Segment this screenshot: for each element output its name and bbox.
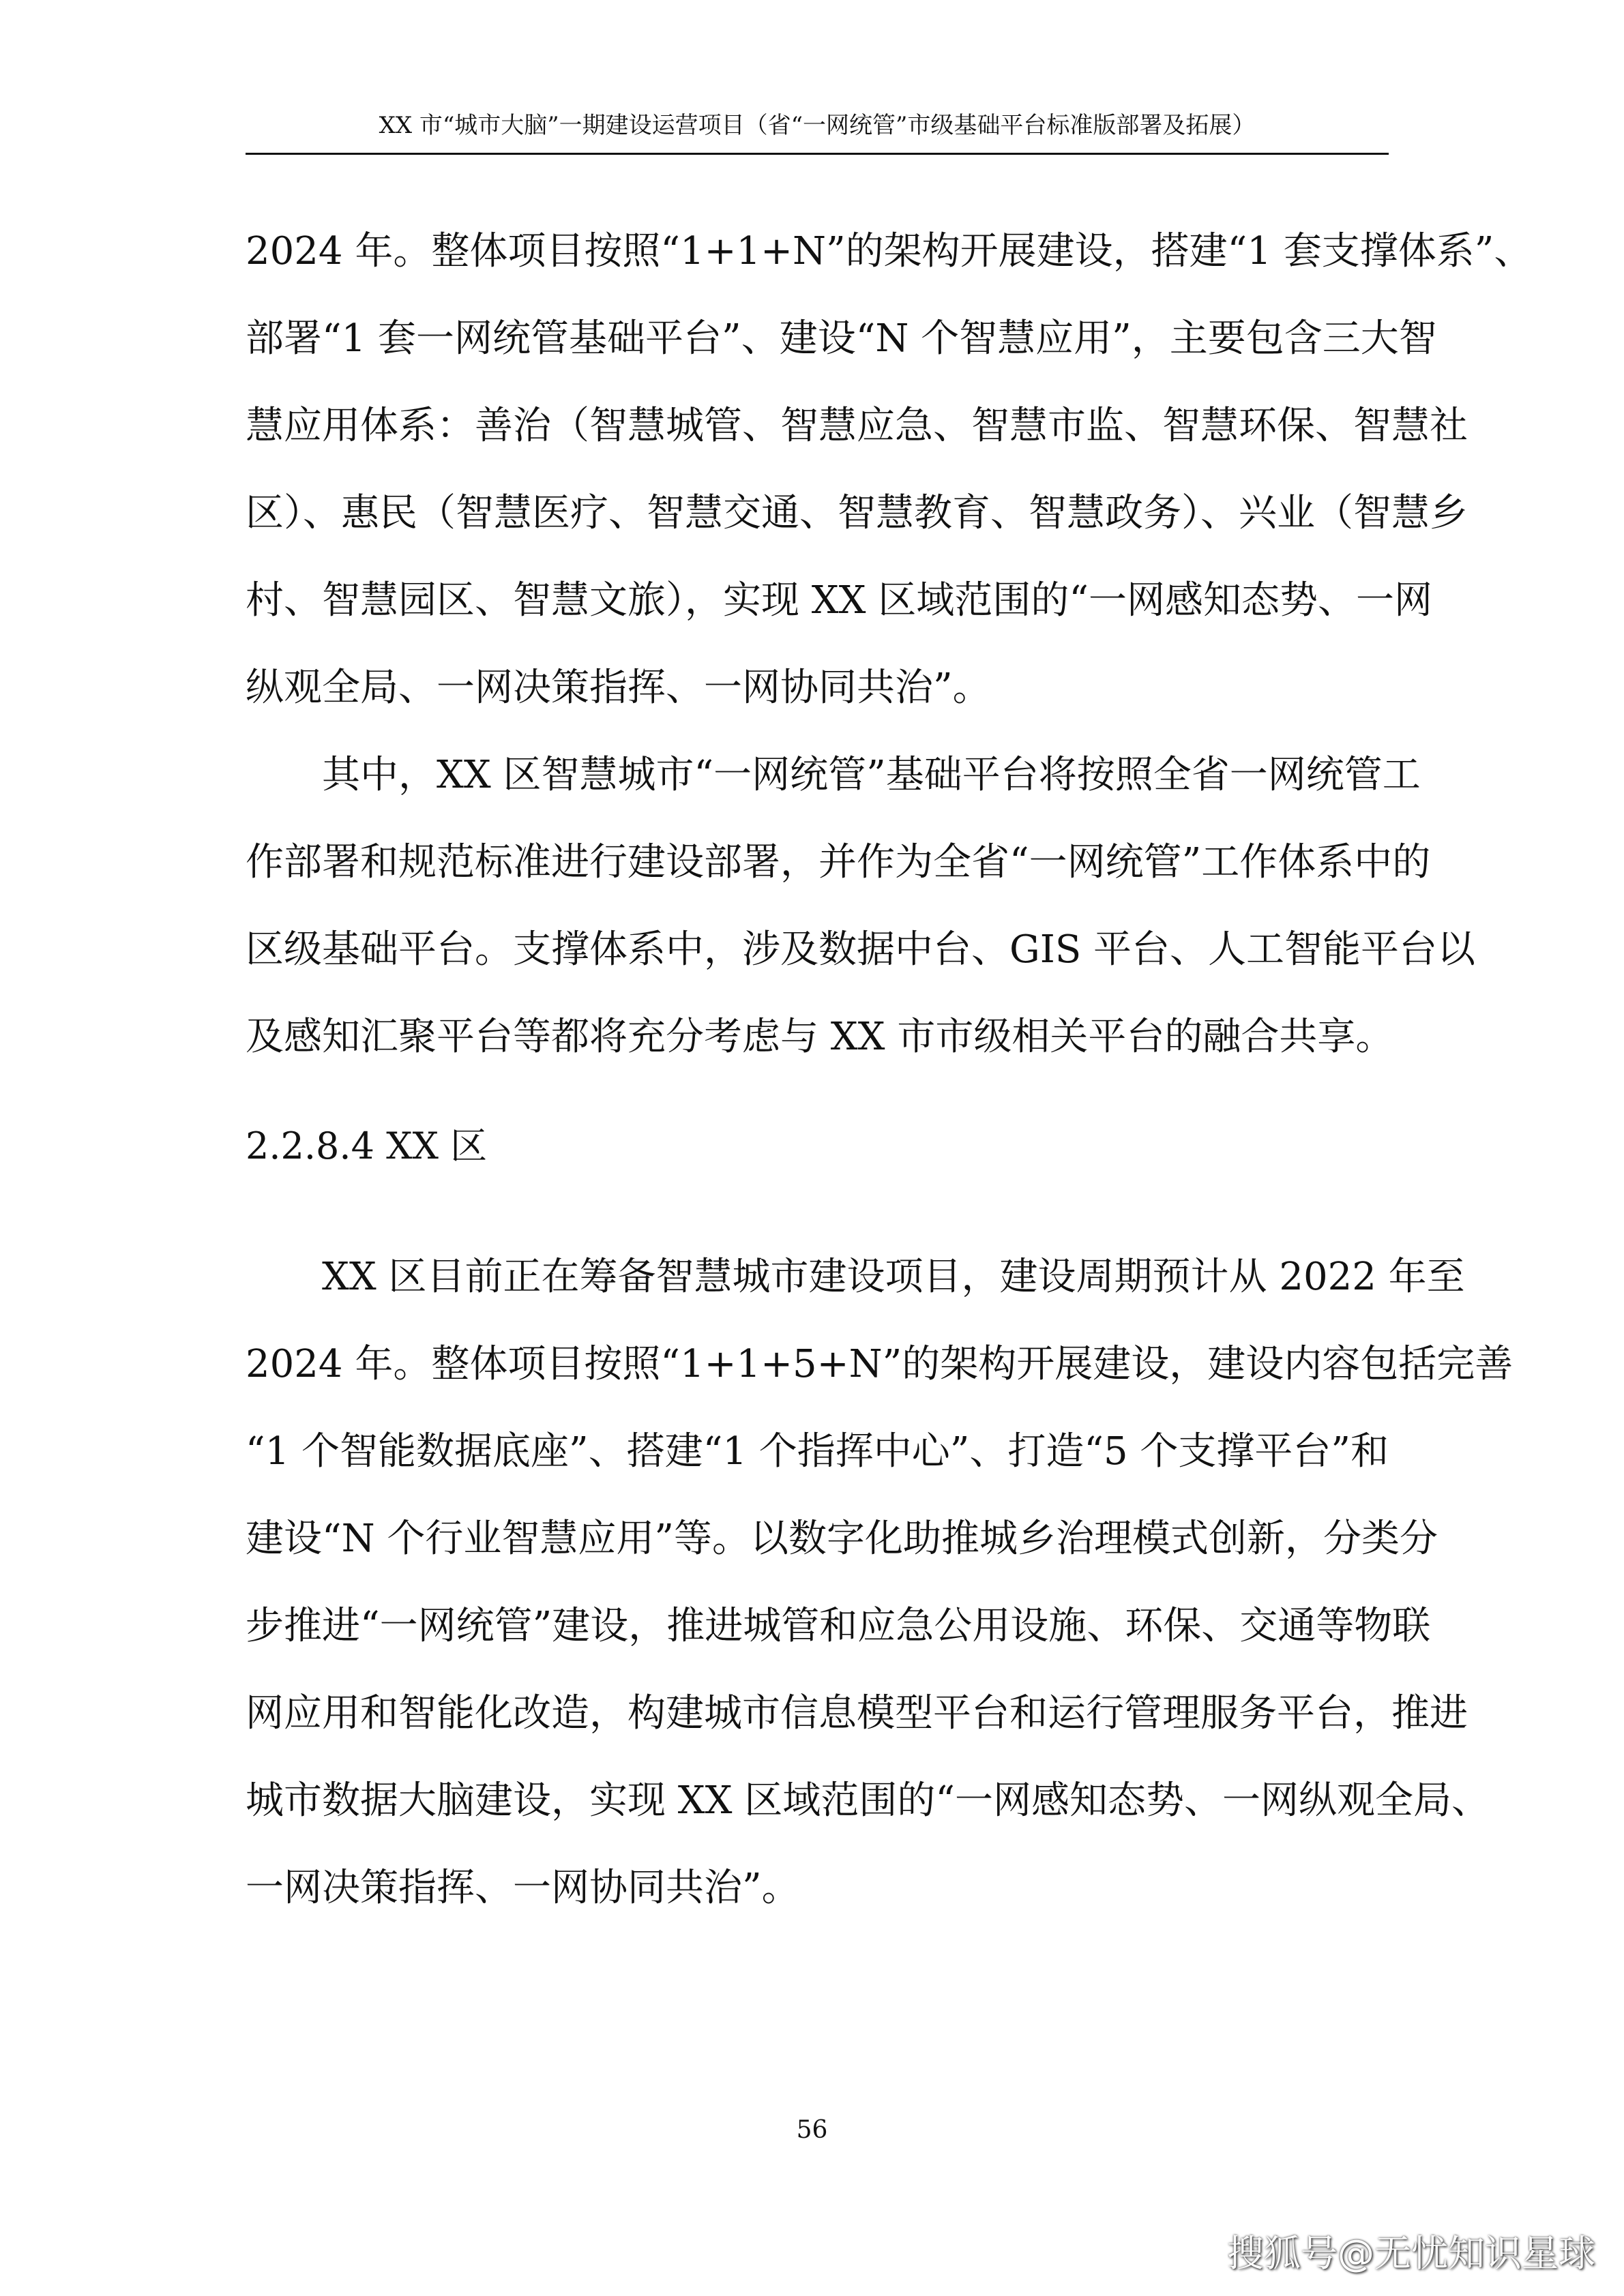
paragraph-line: XX 区目前正在筹备智慧城市建设项目，建设周期预计从 2022 年至 xyxy=(322,1255,1465,1299)
paragraph-line: 区）、惠民（智慧医疗、智慧交通、智慧教育、智慧政务）、兴业（智慧乡 xyxy=(246,491,1468,535)
paragraph-line: “1 个智能数据底座”、搭建“1 个指挥中心”、打造“5 个支撑平台”和 xyxy=(246,1429,1389,1474)
paragraph-line: 纵观全局、一网决策指挥、一网协同共治”。 xyxy=(246,666,991,710)
paragraph-line: 城市数据大脑建设，实现 XX 区域范围的“一网感知态势、一网纵观全局、 xyxy=(246,1778,1490,1823)
paragraph-line: 步推进“一网统管”建设，推进城管和应急公用设施、环保、交通等物联 xyxy=(246,1604,1431,1648)
running-header xyxy=(246,109,1389,155)
paragraph-line: 建设“N 个行业智慧应用”等。以数字化助推城乡治理模式创新，分类分 xyxy=(246,1517,1438,1561)
paragraph-line: 2024 年。整体项目按照“1+1+N”的架构开展建设，搭建“1 套支撑体系”、 xyxy=(246,229,1533,273)
paragraph-line: 慧应用体系：善治（智慧城管、智慧应急、智慧市监、智慧环保、智慧社 xyxy=(246,404,1468,448)
paragraph-line: 区级基础平台。支撑体系中，涉及数据中台、GIS 平台、人工智能平台以 xyxy=(246,927,1476,972)
header-title: XX 市“城市大脑”一期建设运营项目（省“一网统管”市级基础平台标准版部署及拓展） xyxy=(379,112,1256,139)
paragraph-platform xyxy=(246,732,1476,1081)
paragraph-line: 一网决策指挥、一网协同共治”。 xyxy=(246,1866,800,1910)
section-heading: 2.2.8.4 XX 区 xyxy=(246,1124,488,1167)
page-number: 56 xyxy=(796,2116,828,2144)
paragraph-line: 2024 年。整体项目按照“1+1+5+N”的架构开展建设，建设内容包括完善 xyxy=(246,1342,1514,1386)
paragraph-line: 村、智慧园区、智慧文旅），实现 XX 区域范围的“一网感知态势、一网 xyxy=(246,578,1432,623)
paragraph-district-project xyxy=(246,1234,1514,1932)
paragraph-line: 其中，XX 区智慧城市“一网统管”基础平台将按照全省一网统管工 xyxy=(322,753,1421,797)
document-body xyxy=(246,208,1533,1932)
paragraph-line: 及感知汇聚平台等都将充分考虑与 XX 市市级相关平台的融合共享。 xyxy=(246,1015,1394,1059)
paragraph-line: 作部署和规范标准进行建设部署，并作为全省“一网统管”工作体系中的 xyxy=(246,840,1431,884)
paragraph-continued xyxy=(246,208,1533,732)
watermark: 搜狐号@无忧知识星球 xyxy=(1227,2232,1595,2275)
paragraph-line: 部署“1 套一网统管基础平台”、建设“N 个智慧应用”，主要包含三大智 xyxy=(246,316,1437,361)
paragraph-line: 网应用和智能化改造，构建城市信息模型平台和运行管理服务平台，推进 xyxy=(246,1691,1468,1735)
